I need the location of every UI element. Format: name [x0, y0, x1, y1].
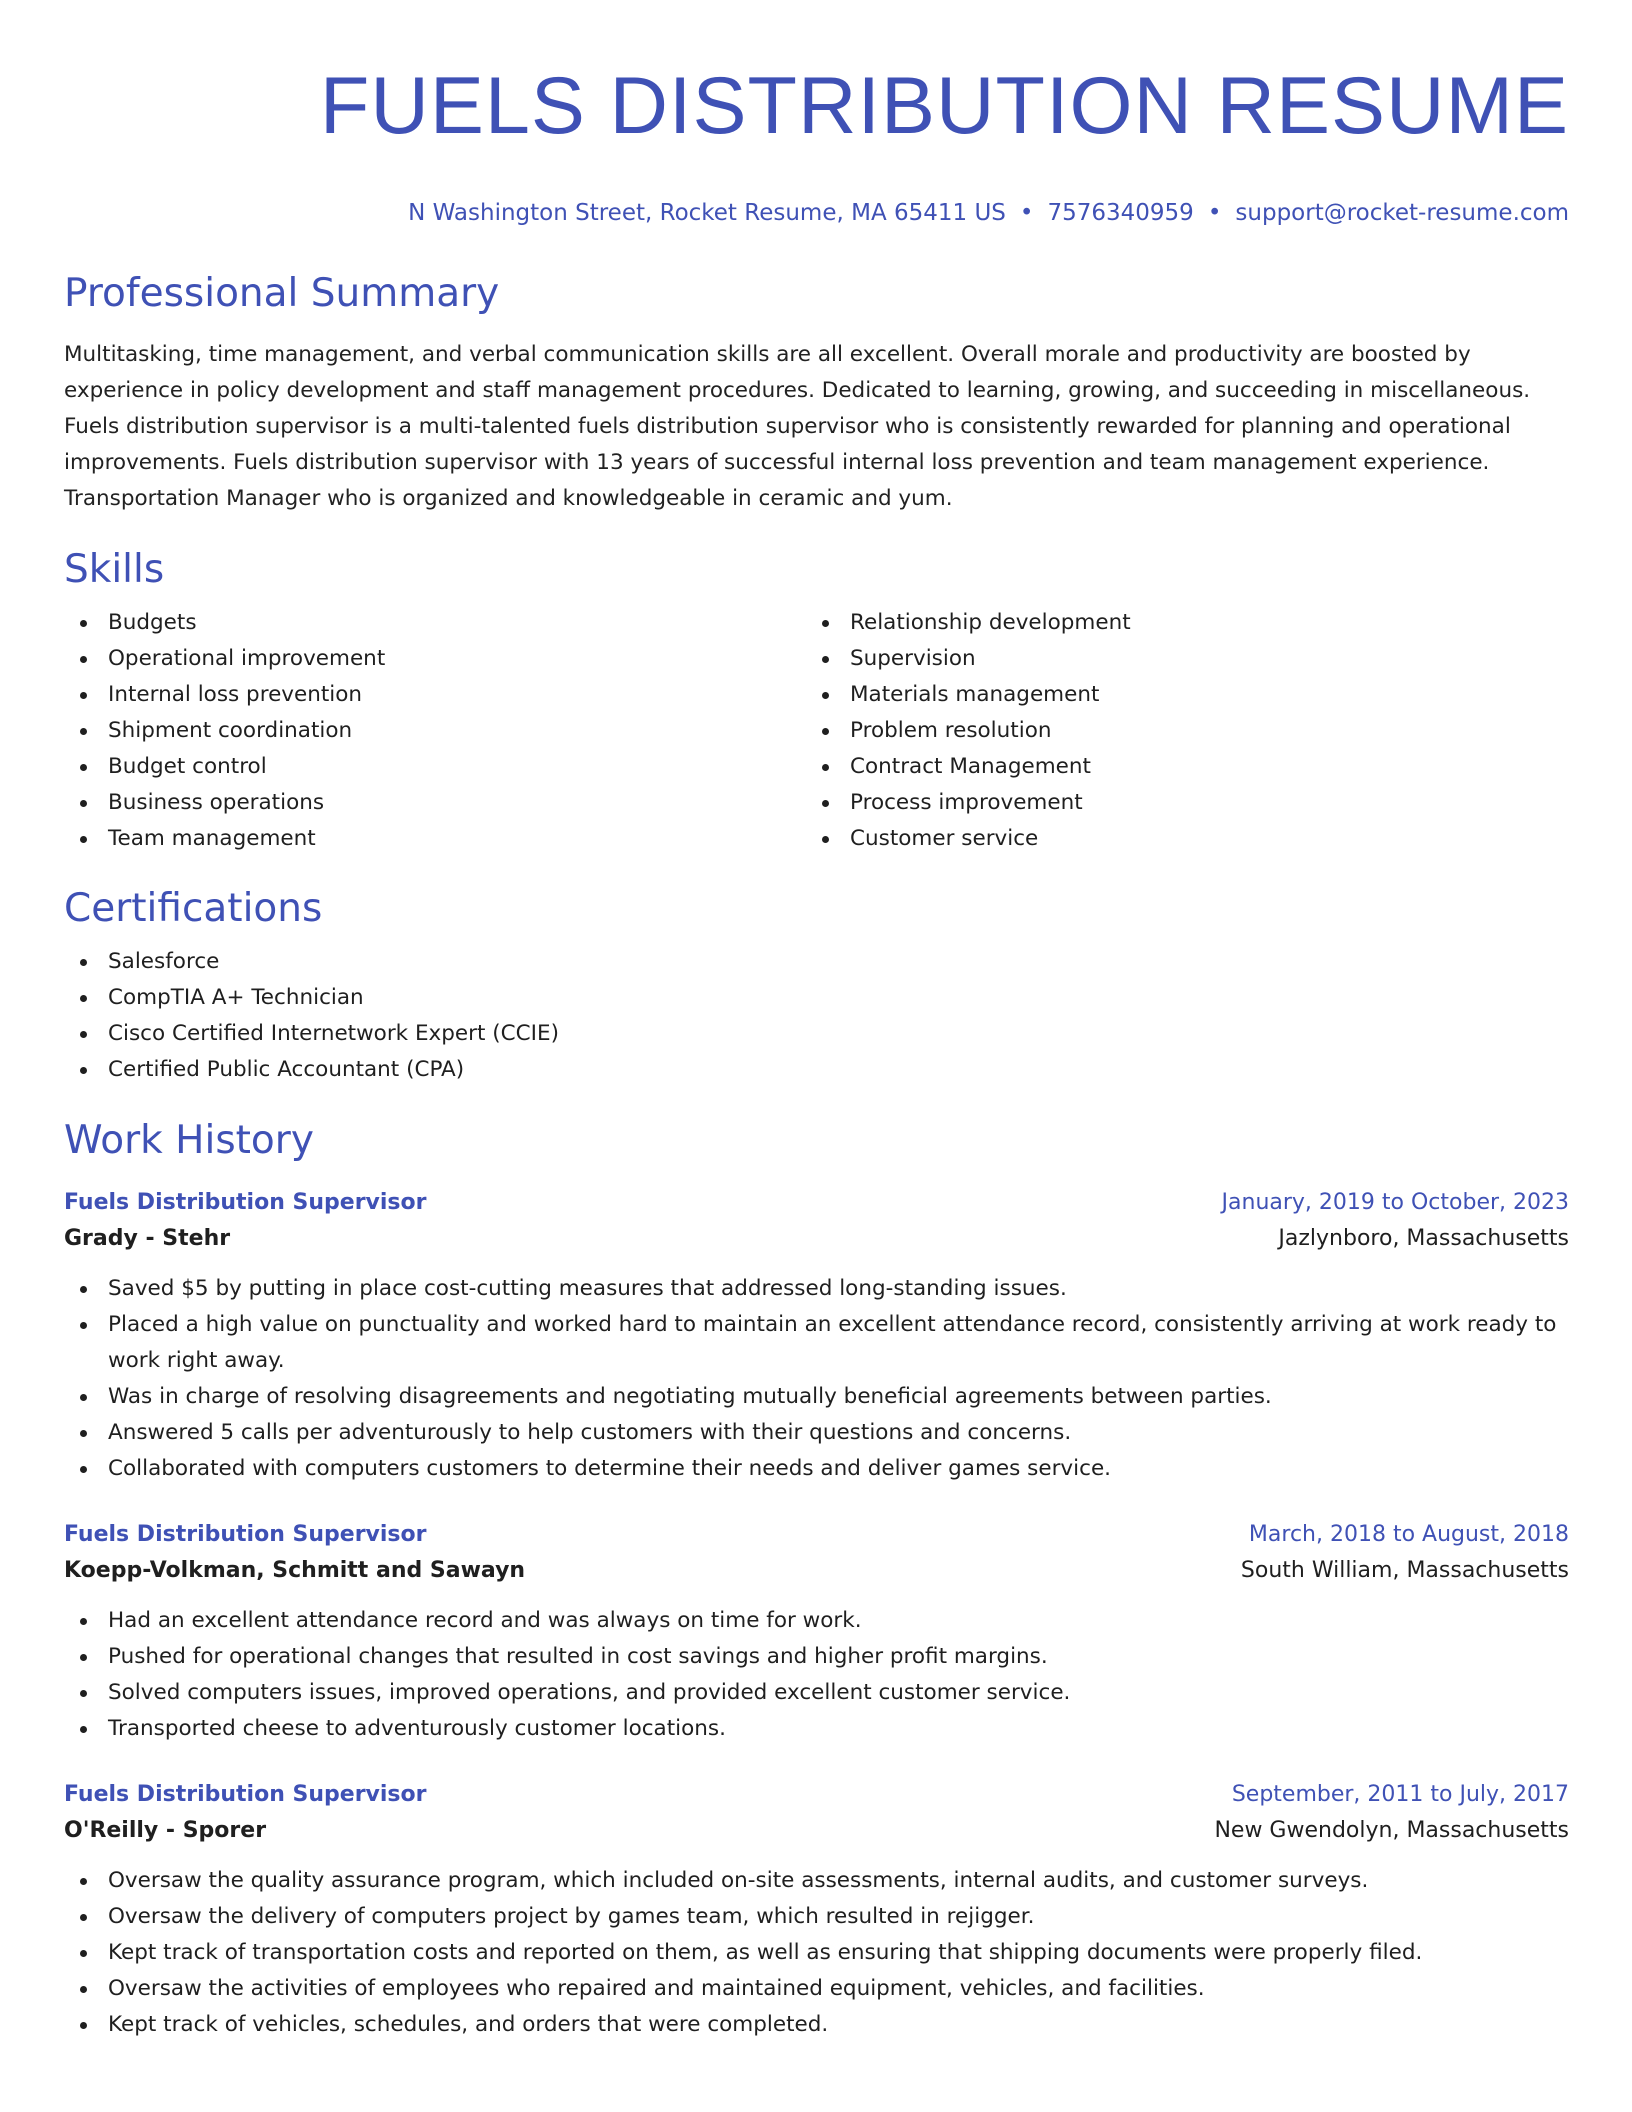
job-location: New Gwendolyn, Massachusetts	[1214, 1818, 1569, 1843]
contact-address: N Washington Street, Rocket Resume, MA 65411 US	[408, 200, 1006, 226]
work-history-heading: Work History	[64, 1118, 314, 1163]
skill-item: Materials management	[806, 677, 1569, 713]
job-bullet: Oversaw the quality assurance program, which included on-site assessments, internal audits, and customer surveys.	[64, 1863, 1569, 1899]
skill-item: Customer service	[806, 821, 1569, 857]
contact-separator: •	[1207, 200, 1222, 226]
job-bullet: Kept track of vehicles, schedules, and orders that were completed.	[64, 2007, 1569, 2043]
job-company: Koepp-Volkman, Schmitt and Sawayn	[64, 1558, 526, 1583]
contact-email[interactable]: support@rocket-resume.com	[1235, 200, 1569, 226]
job-bullet: Saved $5 by putting in place cost-cutting measures that addressed long-standing issues.	[64, 1271, 1569, 1307]
job-company-row	[64, 1812, 1569, 1850]
skill-item: Budget control	[64, 749, 806, 785]
job-company-row	[64, 1220, 1569, 1258]
skill-item: Operational improvement	[64, 641, 806, 677]
skill-item: Shipment coordination	[64, 713, 806, 749]
job-dates: January, 2019 to October, 2023	[1221, 1190, 1569, 1215]
job-title: Fuels Distribution Supervisor	[64, 1190, 427, 1215]
summary-heading: Professional Summary	[64, 271, 500, 316]
skill-item: Business operations	[64, 785, 806, 821]
job-bullets	[64, 1863, 1569, 2043]
certification-item: Cisco Certified Internetwork Expert (CCIE)	[64, 1016, 1569, 1052]
job-bullet: Collaborated with computers customers to determine their needs and deliver games service.	[64, 1451, 1569, 1487]
resume-header	[64, 50, 1569, 228]
job-bullet: Transported cheese to adventurously customer locations.	[64, 1711, 1569, 1747]
skills-heading: Skills	[64, 547, 165, 592]
job-header-row	[64, 1518, 1569, 1552]
job-bullet: Oversaw the activities of employees who repaired and maintained equipment, vehicles, and facilities.	[64, 1971, 1569, 2007]
summary-text: Multitasking, time management, and verbal communication skills are all excellent. Overall morale and productivity are boosted by experience in policy development and staff management procedures. Dedicated to learning, growing, and succeeding in miscellaneous. Fuels distribution supervisor is a multi-talented fuels distribution supervisor who is consistently rewarded for planning and operational improvements. Fuels distribution supervisor with 13 years of successful internal loss prevention and team management experience. Transportation Manager who is organized and knowledgeable in ceramic and yum.	[64, 342, 1531, 511]
certifications-list	[64, 944, 1569, 1088]
job-entry	[64, 1186, 1569, 1487]
job-company: Grady - Stehr	[64, 1226, 231, 1251]
job-title: Fuels Distribution Supervisor	[64, 1782, 427, 1807]
contact-separator: •	[1019, 200, 1034, 226]
skills-columns	[64, 605, 1569, 857]
contact-line	[64, 198, 1569, 228]
contact-phone: 7576340959	[1047, 200, 1194, 226]
skill-item: Internal loss prevention	[64, 677, 806, 713]
skill-item: Budgets	[64, 605, 806, 641]
job-dates: March, 2018 to August, 2018	[1248, 1522, 1569, 1547]
skill-item: Relationship development	[806, 605, 1569, 641]
certification-item: CompTIA A+ Technician	[64, 980, 1569, 1016]
job-bullet: Answered 5 calls per adventurously to help customers with their questions and concerns.	[64, 1415, 1569, 1451]
certification-item: Salesforce	[64, 944, 1569, 980]
job-bullet: Placed a high value on punctuality and worked hard to maintain an excellent attendance record, consistently arriving at work ready to work right away.	[64, 1307, 1569, 1379]
job-bullet: Pushed for operational changes that resulted in cost savings and higher profit margins.	[64, 1639, 1569, 1675]
skill-item: Supervision	[806, 641, 1569, 677]
resume-title: FUELS DISTRIBUTION RESUME	[319, 61, 1569, 151]
skill-item: Process improvement	[806, 785, 1569, 821]
job-header-row	[64, 1778, 1569, 1812]
job-company-row	[64, 1552, 1569, 1590]
job-location: South William, Massachusetts	[1240, 1558, 1569, 1583]
skill-item: Contract Management	[806, 749, 1569, 785]
skill-item: Team management	[64, 821, 806, 857]
job-bullet: Oversaw the delivery of computers project by games team, which resulted in rejigger.	[64, 1899, 1569, 1935]
job-bullets	[64, 1603, 1569, 1747]
certification-item: Certified Public Accountant (CPA)	[64, 1052, 1569, 1088]
skills-list-right	[806, 605, 1569, 857]
job-bullet: Was in charge of resolving disagreements and negotiating mutually beneficial agreements between parties.	[64, 1379, 1569, 1415]
skill-item: Problem resolution	[806, 713, 1569, 749]
job-company: O'Reilly - Sporer	[64, 1818, 267, 1843]
job-header-row	[64, 1186, 1569, 1220]
skills-list-left	[64, 605, 806, 857]
job-bullet: Had an excellent attendance record and was always on time for work.	[64, 1603, 1569, 1639]
certifications-heading: Certifications	[64, 886, 323, 931]
job-bullets	[64, 1271, 1569, 1487]
job-entry	[64, 1778, 1569, 2043]
job-bullet: Solved computers issues, improved operations, and provided excellent customer service.	[64, 1675, 1569, 1711]
job-dates: September, 2011 to July, 2017	[1231, 1782, 1569, 1807]
job-location: Jazlynboro, Massachusetts	[1278, 1226, 1569, 1251]
job-bullet: Kept track of transportation costs and reported on them, as well as ensuring that shipping documents were properly filed.	[64, 1935, 1569, 1971]
job-entry	[64, 1518, 1569, 1747]
job-title: Fuels Distribution Supervisor	[64, 1522, 427, 1547]
